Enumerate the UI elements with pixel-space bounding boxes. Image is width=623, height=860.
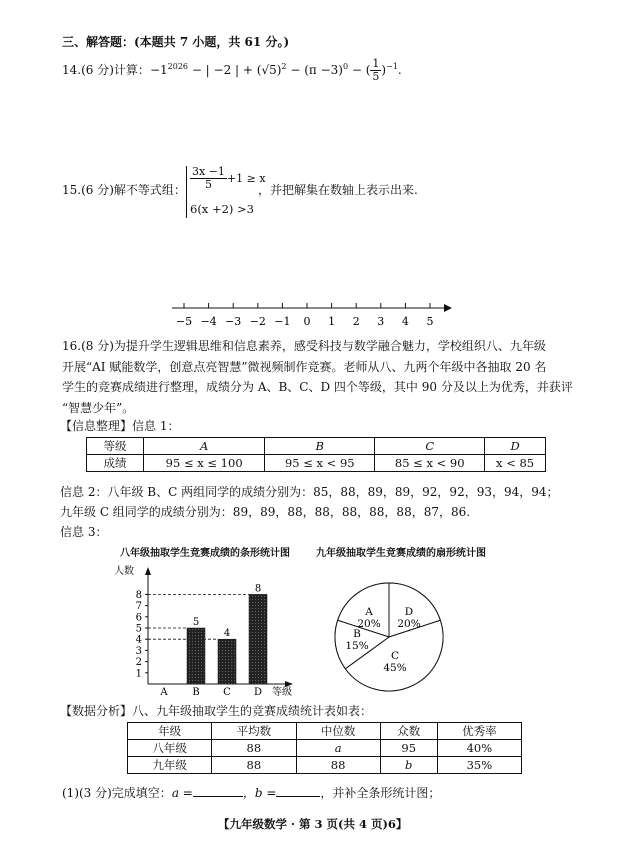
q16-line3: 学生的竞赛成绩进行整理，成绩分为 A、B、C、D 四个等级，其中 90 分及以上为优秀，并获评 xyxy=(62,380,573,394)
analysis-cell: 88 xyxy=(212,740,296,757)
bar-ylabel: 人数 xyxy=(114,566,134,577)
number-line-arrow xyxy=(444,304,452,312)
info1-header-row xyxy=(87,438,546,455)
info1-cell: 95 ≤ x ≤ 100 xyxy=(144,455,265,472)
info1-header-cell: C xyxy=(375,438,485,455)
bar-marks xyxy=(159,583,267,698)
info1-cell: 95 ≤ x < 95 xyxy=(265,455,375,472)
bar-value-label: 8 xyxy=(254,583,262,595)
number-line xyxy=(160,298,460,332)
number-line-tick-label: −3 xyxy=(225,315,242,328)
info1-cell: 成绩 xyxy=(87,455,144,472)
bar xyxy=(187,628,205,684)
analysis-header-cell: 中位数 xyxy=(296,723,380,740)
q15-points: (6 分) xyxy=(81,183,114,197)
info1-header-cell: B xyxy=(265,438,375,455)
info1-cell: 85 ≤ x < 90 xyxy=(375,455,485,472)
analysis-header-row xyxy=(128,723,522,740)
q14-fraction xyxy=(370,58,381,83)
pie-slice-label: D xyxy=(404,606,414,618)
bar-value-label: 5 xyxy=(192,617,200,628)
q14-expr-c: √5 xyxy=(261,63,277,77)
info1-score-row xyxy=(87,455,546,472)
number-line-tick-label: −5 xyxy=(175,315,193,328)
analysis-header-cell: 平均数 xyxy=(212,723,296,740)
analysis-header-cell: 年级 xyxy=(128,723,212,740)
q16-points: (8 分) xyxy=(81,339,114,353)
question-14 xyxy=(62,58,402,83)
q14-points: (6 分) xyxy=(81,63,114,77)
number-line-tick-label: 5 xyxy=(426,315,434,328)
number-line-tick-label: 3 xyxy=(377,315,385,328)
info1-cell: x < 85 xyxy=(485,455,546,472)
info3-label: 信息 3： xyxy=(60,525,108,539)
bar-ytick-label: 2 xyxy=(135,657,142,669)
q14-text: 计算： xyxy=(113,63,150,77)
number-line-tick-label: −1 xyxy=(274,315,291,328)
info1-label: 【信息整理】信息 1： xyxy=(60,419,180,433)
pie-chart-title: 九年级抽取学生竞赛成绩的扇形统计图 xyxy=(316,548,486,559)
q14-expr-a-exp: 2026 xyxy=(167,62,188,71)
bar xyxy=(218,639,236,684)
q14-expr-d-exp: 2 xyxy=(281,62,287,71)
q16-line2: 开展“AI 赋能数学，创意点亮智慧”微视频制作竞赛。老师从八、九两个年级中各抽取 20 名 xyxy=(62,359,547,374)
analysis-cell: 八年级 xyxy=(128,740,212,757)
sub-question-1 xyxy=(62,784,440,801)
q14-end: . xyxy=(397,63,402,77)
q14-expr-b: − | −2 | + ( xyxy=(188,63,262,77)
bar-category-label: C xyxy=(223,687,231,698)
q15-ineq1-num: 3x −1 xyxy=(192,165,225,178)
bar-value-label: 4 xyxy=(223,628,231,640)
number-line-tick-label: 2 xyxy=(352,315,360,328)
number-line-tick-label: −4 xyxy=(200,315,217,328)
q15-ineq1-rest: +1 ≥ x xyxy=(226,172,266,185)
analysis-cell: 35% xyxy=(437,757,521,774)
bar-xlabel: 等级 xyxy=(272,687,292,698)
analysis-cell: b xyxy=(380,757,437,774)
q14-expr-a: −1 xyxy=(149,63,168,77)
sub1-suffix: ，并补全条形统计图； xyxy=(320,786,441,800)
q14-expr-e: − (π −3) xyxy=(286,63,343,77)
bar-chart-title: 八年级抽取学生竞赛成绩的条形统计图 xyxy=(120,548,290,559)
info1-table xyxy=(86,437,546,472)
q15-ineq1-den: 5 xyxy=(204,178,212,191)
q16-line4: “智慧少年”。 xyxy=(62,400,135,415)
pie-marks xyxy=(335,583,443,691)
pie-slice-label: A xyxy=(365,606,373,618)
question-16 xyxy=(62,336,573,418)
q15-number: 15. xyxy=(62,183,82,197)
pie-slice-pct: 20% xyxy=(397,618,421,630)
q14-expr-g: ) xyxy=(381,63,387,77)
bar-category-label: B xyxy=(192,687,200,698)
bar-ytick-label: 1 xyxy=(135,668,142,680)
analysis-row xyxy=(128,740,522,757)
analysis-cell: a xyxy=(296,740,380,757)
q15-text: 解不等式组： xyxy=(113,183,186,197)
bar xyxy=(249,594,267,684)
bar-chart xyxy=(108,560,308,700)
q15-after: ，并把解集在数轴上表示出来. xyxy=(258,183,418,197)
pie-slice-pct: 45% xyxy=(383,662,407,674)
system-brace xyxy=(186,166,187,218)
number-line-tick-label: 0 xyxy=(303,315,311,328)
info1-header-cell: A xyxy=(144,438,265,455)
sub1-prefix: (1)(3 分)完成填空： xyxy=(62,786,172,800)
bar-ytick-label: 8 xyxy=(135,589,142,601)
analysis-table xyxy=(127,722,522,774)
number-line-ticks xyxy=(176,303,434,328)
analysis-cell: 88 xyxy=(212,757,296,774)
pie-slice-label: B xyxy=(353,628,361,640)
b-answer-blank[interactable] xyxy=(276,796,320,797)
page-footer: 【九年级数学 · 第 3 页(共 4 页)6】 xyxy=(218,817,408,831)
sub1-a-label: a = xyxy=(171,786,193,800)
bar-ytick-label: 4 xyxy=(135,634,142,646)
q15-ineq1-fraction xyxy=(190,166,227,191)
analysis-cell: 88 xyxy=(296,757,380,774)
q16-number: 16. xyxy=(62,339,82,353)
sub1-b-label: ，b = xyxy=(242,786,277,800)
q14-expr-f: − ( xyxy=(348,63,371,77)
info2-line2: 九年级 C 组同学的成绩分别为：89，89，88，88，88，88，88，87，86. xyxy=(60,505,471,519)
bar-ytick-label: 5 xyxy=(135,623,142,635)
analysis-label: 【数据分析】八、九年级抽取学生的竞赛成绩统计表如表： xyxy=(60,704,373,718)
number-line-tick-label: 1 xyxy=(328,315,336,328)
q14-number: 14. xyxy=(62,63,82,77)
question-15-label xyxy=(62,181,186,198)
bar-category-label: D xyxy=(253,687,263,698)
analysis-header-cell: 众数 xyxy=(380,723,437,740)
q14-frac-num: 1 xyxy=(372,57,380,70)
analysis-cell: 九年级 xyxy=(128,757,212,774)
a-answer-blank[interactable] xyxy=(193,796,243,797)
section-heading: 三、解答题：(本题共 7 小题，共 61 分。) xyxy=(62,35,290,49)
bar-y-arrow xyxy=(145,567,151,575)
analysis-row xyxy=(128,757,522,774)
info1-header-cell: D xyxy=(485,438,546,455)
bar-yticks xyxy=(136,590,148,679)
pie-slice-pct: 20% xyxy=(357,618,381,630)
info1-header-cell: 等级 xyxy=(87,438,144,455)
q16-line1: 为提升学生逻辑思维和信息素养，感受科技与数学融合魅力，学校组织八、九年级 xyxy=(113,339,546,353)
q15-inequality-2: 6(x +2) >3 xyxy=(190,202,254,216)
q14-expr-e-exp: 0 xyxy=(342,62,349,71)
analysis-cell: 40% xyxy=(437,740,521,757)
bar-ytick-label: 3 xyxy=(135,645,142,657)
bar-category-label: A xyxy=(160,687,168,698)
pie-slice-pct: 15% xyxy=(345,640,369,652)
number-line-tick-label: −2 xyxy=(249,315,266,328)
pie-chart xyxy=(330,578,450,698)
bar-ytick-label: 6 xyxy=(135,612,142,624)
q15-inequality-1 xyxy=(190,166,266,191)
bar-ytick-label: 7 xyxy=(135,601,142,613)
q14-frac-den: 5 xyxy=(372,70,380,83)
analysis-header-cell: 优秀率 xyxy=(437,723,521,740)
info2-line1: 信息 2：八年级 B、C 两组同学的成绩分别为：85，88，89，89，92，92，93，94，94； xyxy=(60,485,559,499)
pie-slice-label: C xyxy=(390,650,400,662)
q14-expr-g-exp: −1 xyxy=(386,62,398,71)
number-line-tick-label: 4 xyxy=(401,315,409,328)
analysis-cell: 95 xyxy=(380,740,437,757)
q14-expr-d: ) xyxy=(276,63,282,77)
